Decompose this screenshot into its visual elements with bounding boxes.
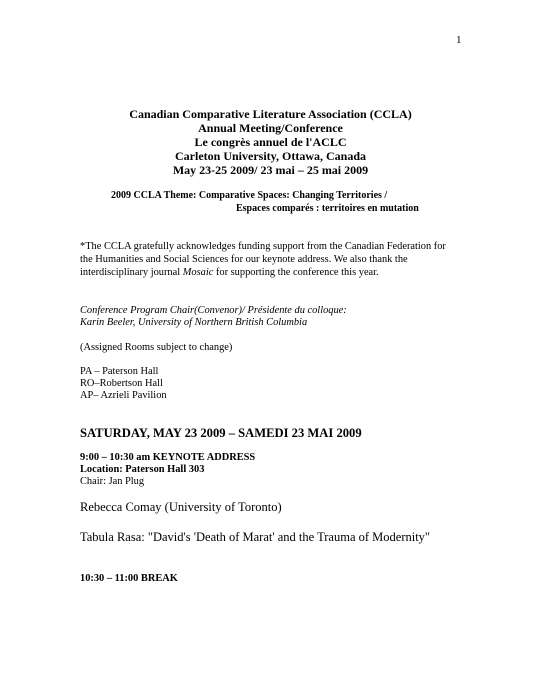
rooms-note: (Assigned Rooms subject to change) <box>80 342 233 353</box>
keynote-location: Location: Paterson Hall 303 <box>80 464 205 475</box>
chair-line-2: Karin Beeler, University of Northern British Columbia <box>80 317 308 328</box>
page-number: 1 <box>456 34 462 46</box>
theme-line-1: 2009 CCLA Theme: Comparative Spaces: Changing Territories / <box>111 190 388 201</box>
keynote-talk-title: Tabula Rasa: "David's 'Death of Marat' and the Trauma of Modernity" <box>80 530 431 544</box>
header-line-1: Canadian Comparative Literature Association (CCLA) <box>129 107 412 121</box>
keynote-time-title: 9:00 – 10:30 am KEYNOTE ADDRESS <box>80 452 256 463</box>
keynote-speaker: Rebecca Comay (University of Toronto) <box>80 500 282 514</box>
keynote-chair: Chair: Jan Plug <box>80 476 145 487</box>
ack-line-3-a: interdisciplinary journal <box>80 267 183 278</box>
day-heading: SATURDAY, MAY 23 2009 – SAMEDI 23 MAI 2009 <box>80 426 362 440</box>
ack-line-2: the Humanities and Social Sciences for our keynote address. We also thank the <box>80 254 408 265</box>
room-ro: RO–Robertson Hall <box>80 378 163 389</box>
header-line-3: Le congrès annuel de l'ACLC <box>194 135 347 149</box>
header-line-5: May 23-25 2009/ 23 mai – 25 mai 2009 <box>172 163 369 177</box>
room-pa: PA – Paterson Hall <box>80 366 159 377</box>
header-line-4: Carleton University, Ottawa, Canada <box>175 149 366 163</box>
ack-line-3-b: for supporting the conference this year. <box>213 267 379 278</box>
break-slot: 10:30 – 11:00 BREAK <box>80 573 178 584</box>
ack-line-1: *The CCLA gratefully acknowledges funding support from the Canadian Federation for <box>80 241 446 252</box>
ack-line-3 <box>80 267 379 280</box>
chair-line-1: Conference Program Chair(Convenor)/ Présidente du colloque: <box>80 305 347 316</box>
theme-line-2: Espaces comparés : territoires en mutation <box>236 203 419 214</box>
header-line-2: Annual Meeting/Conference <box>198 121 343 135</box>
room-ap: AP– Azrieli Pavilion <box>80 390 167 401</box>
journal-name: Mosaic <box>182 267 214 278</box>
